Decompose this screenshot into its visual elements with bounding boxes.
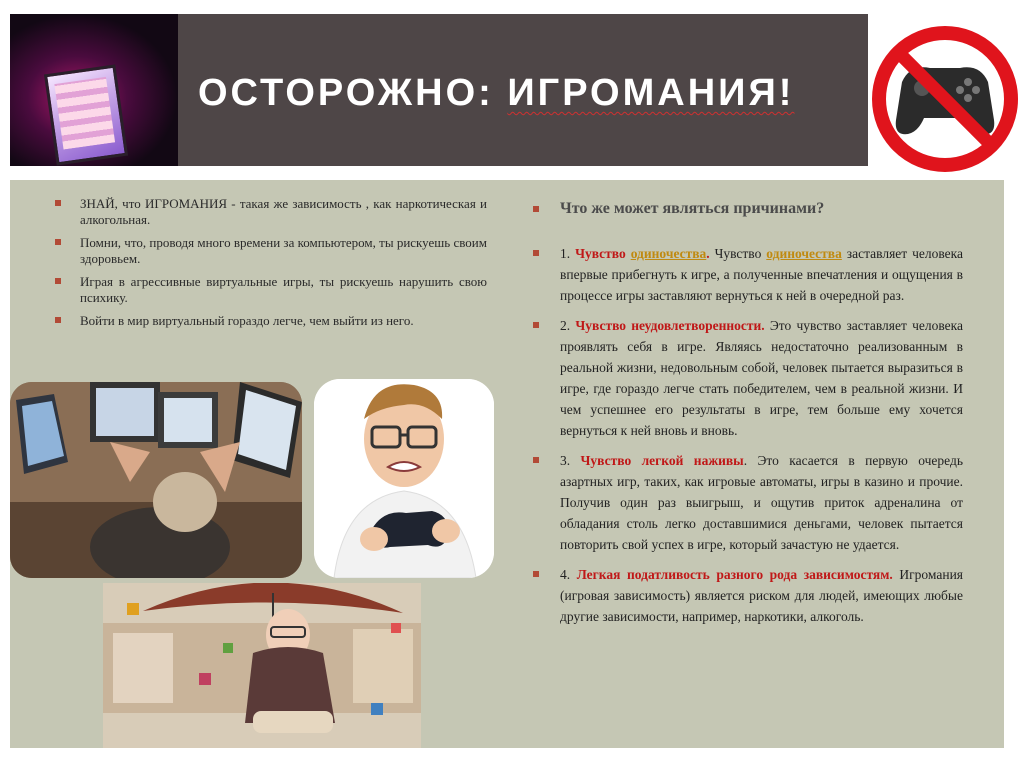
cause-item-easy-money: 3. Чувство легкой наживы. Это касается в первую очередь азартных игр, таких, как игровые автоматы, игры в казино и прочие. Получив один раз выигрыш, и ощутив приток адреналина от обладания столь легко доставшимися деньгами, человек пытается повторить свой успех в игре, который зачастую не удается.: [533, 450, 963, 555]
cause-item-susceptibility: 4. Легкая податливость разного рода зависимостям. Игромания (игровая зависимость) является риском для людей, имеющих любые другие зависимости, например, наркотики, алкоголь.: [533, 564, 963, 627]
girl-with-umbrella-photo: [103, 583, 421, 748]
title-prefix: ОСТОРОЖНО:: [198, 72, 508, 114]
bullet-icon: [55, 239, 61, 245]
bullet-icon: [533, 571, 539, 577]
list-item: Помни, что, проводя много времени за компьютером, ты рискуешь своим здоровьем.: [55, 235, 487, 267]
page-title: [198, 72, 794, 115]
bullet-icon: [533, 250, 539, 256]
bullet-icon: [55, 317, 61, 323]
laptops-illustration: [10, 382, 302, 578]
bullet-icon: [533, 206, 539, 212]
title-highlight: ИГРОМАНИЯ!: [507, 72, 795, 114]
list-item: Играя в агрессивные виртуальные игры, ты рискуешь нарушить свою психику.: [55, 274, 487, 306]
causes-list: [533, 243, 963, 636]
bullet-icon: [533, 322, 539, 328]
causes-heading: Что же может являться причинами?: [533, 200, 824, 218]
bullet-icon: [533, 457, 539, 463]
bullet-icon: [55, 278, 61, 284]
cause-item-dissatisfaction: 2. Чувство неудовлетворенности. Это чувство заставляет человека проявлять себя в игре. Являясь недостаточно реализованным в реальной жизни, недовольным собой, человек пытается выразиться в игре, где гораздо легче стать победителем, чем в реальной жизни. И чем успешнее его результаты в игре, тем больше ему хочется вернуться к ней вновь и вновь.: [533, 315, 963, 441]
slot-machine-photo: [10, 14, 178, 166]
list-item: Войти в мир виртуальный гораздо легче, чем выйти из него.: [55, 313, 487, 329]
no-gamepad-icon: [870, 24, 1020, 174]
cause-item-loneliness: 1. Чувство одиночества. Чувство одиночества заставляет человека впервые прибегнуть к игре, а полученные впечатления и ощущения в процессе игры заставляют вернуться к ней в очередной раз.: [533, 243, 963, 306]
boy-illustration: [314, 379, 494, 578]
left-bullet-list: [55, 196, 487, 336]
boy-with-gamepad-photo: [314, 379, 494, 578]
umbrella-illustration: [103, 583, 421, 748]
bullet-icon: [55, 200, 61, 206]
slot-screen: [44, 64, 128, 165]
list-item: ЗНАЙ, что ИГРОМАНИЯ - такая же зависимость , как наркотическая и алкогольная.: [55, 196, 487, 228]
laptops-photo: [10, 382, 302, 578]
